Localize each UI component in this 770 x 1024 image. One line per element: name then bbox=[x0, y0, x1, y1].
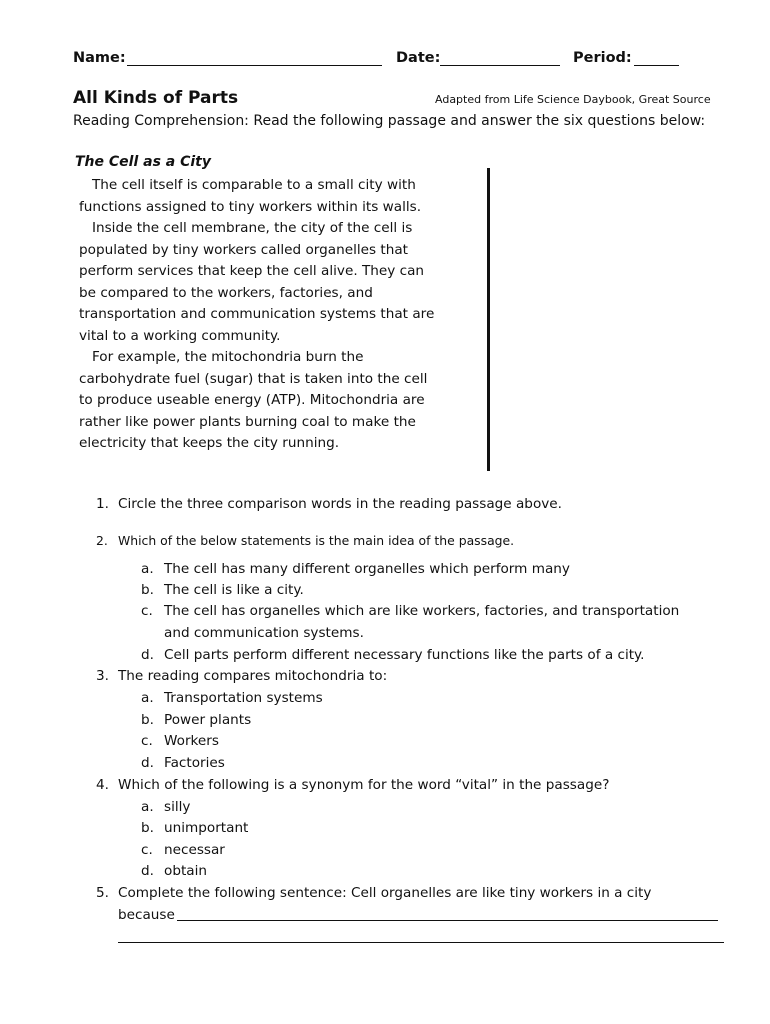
instructions: Reading Comprehension: Read the following passage and answer the six questions below: bbox=[73, 113, 706, 129]
passage-line: functions assigned to tiny workers within its walls. bbox=[79, 198, 422, 215]
date-label: Date: bbox=[396, 50, 441, 66]
question-5-continuation: because bbox=[118, 907, 175, 923]
passage-line: vital to a working community. bbox=[79, 327, 281, 344]
answer-line-2[interactable] bbox=[118, 942, 724, 943]
passage-body bbox=[79, 175, 459, 455]
question-4-text: Which of the following is a synonym for the word “vital” in the passage? bbox=[118, 777, 610, 793]
q3-option-d[interactable]: Factories bbox=[164, 755, 225, 771]
q2-option-a-letter: a. bbox=[141, 561, 154, 577]
question-2-number: 2. bbox=[96, 533, 108, 548]
passage-divider bbox=[487, 168, 490, 471]
q3-option-a-letter: a. bbox=[141, 690, 154, 706]
passage-line: rather like power plants burning coal to make the bbox=[79, 413, 416, 430]
q3-option-c[interactable]: Workers bbox=[164, 733, 219, 749]
source-credit: Adapted from Life Science Daybook, Great Source bbox=[435, 93, 711, 106]
q2-option-b[interactable]: The cell is like a city. bbox=[164, 582, 304, 598]
question-5-number: 5. bbox=[96, 885, 109, 901]
q3-option-a[interactable]: Transportation systems bbox=[164, 690, 323, 706]
question-1-number: 1. bbox=[96, 496, 109, 512]
period-label: Period: bbox=[573, 50, 632, 66]
q3-option-c-letter: c. bbox=[141, 733, 153, 749]
question-4-number: 4. bbox=[96, 777, 109, 793]
date-field[interactable] bbox=[440, 65, 560, 66]
passage-line: be compared to the workers, factories, and bbox=[79, 284, 373, 301]
q2-option-c[interactable]: The cell has organelles which are like workers, factories, and transportation bbox=[164, 603, 680, 619]
q4-option-d-letter: d. bbox=[141, 863, 154, 879]
q3-option-b[interactable]: Power plants bbox=[164, 712, 252, 728]
answer-line-1[interactable] bbox=[177, 920, 718, 921]
passage-line: Inside the cell membrane, the city of the cell is bbox=[79, 220, 413, 236]
passage-line: transportation and communication systems that are bbox=[79, 306, 435, 322]
q4-option-c[interactable]: necessar bbox=[164, 842, 225, 858]
q2-option-d-letter: d. bbox=[141, 647, 154, 663]
q2-option-a[interactable]: The cell has many different organelles which perform many bbox=[164, 561, 570, 577]
question-1-text: Circle the three comparison words in the reading passage above. bbox=[118, 496, 562, 512]
name-label: Name: bbox=[73, 50, 126, 66]
q4-option-a[interactable]: silly bbox=[164, 799, 191, 815]
q4-option-b-letter: b. bbox=[141, 820, 154, 836]
question-5-text: Complete the following sentence: Cell organelles are like tiny workers in a city bbox=[118, 885, 652, 901]
passage-line: populated by tiny workers called organelles that bbox=[79, 241, 408, 258]
q4-option-d[interactable]: obtain bbox=[164, 863, 207, 879]
passage-line: electricity that keeps the city running. bbox=[79, 435, 340, 451]
passage-title: The Cell as a City bbox=[75, 154, 211, 170]
q4-option-c-letter: c. bbox=[141, 842, 153, 858]
passage-line: to produce useable energy (ATP). Mitochondria are bbox=[79, 392, 425, 408]
name-field[interactable] bbox=[127, 65, 382, 66]
worksheet-title: All Kinds of Parts bbox=[73, 88, 239, 108]
period-field[interactable] bbox=[634, 65, 679, 66]
q3-option-b-letter: b. bbox=[141, 712, 154, 728]
q2-option-d[interactable]: Cell parts perform different necessary functions like the parts of a city. bbox=[164, 647, 645, 663]
q2-option-c-letter: c. bbox=[141, 603, 153, 619]
q4-option-a-letter: a. bbox=[141, 799, 154, 815]
question-3-number: 3. bbox=[96, 668, 109, 684]
passage-line: For example, the mitochondria burn the bbox=[79, 349, 364, 365]
q2-option-c-continuation: and communication systems. bbox=[164, 625, 364, 641]
q3-option-d-letter: d. bbox=[141, 755, 154, 771]
passage-line: carbohydrate fuel (sugar) that is taken into the cell bbox=[79, 370, 428, 387]
question-2-text: Which of the below statements is the main idea of the passage. bbox=[118, 533, 515, 548]
q4-option-b[interactable]: unimportant bbox=[164, 820, 249, 836]
q2-option-b-letter: b. bbox=[141, 582, 154, 598]
question-3-text: The reading compares mitochondria to: bbox=[118, 668, 388, 684]
passage-line: The cell itself is comparable to a small city with bbox=[79, 177, 416, 193]
passage-line: perform services that keep the cell alive. They can bbox=[79, 263, 425, 279]
